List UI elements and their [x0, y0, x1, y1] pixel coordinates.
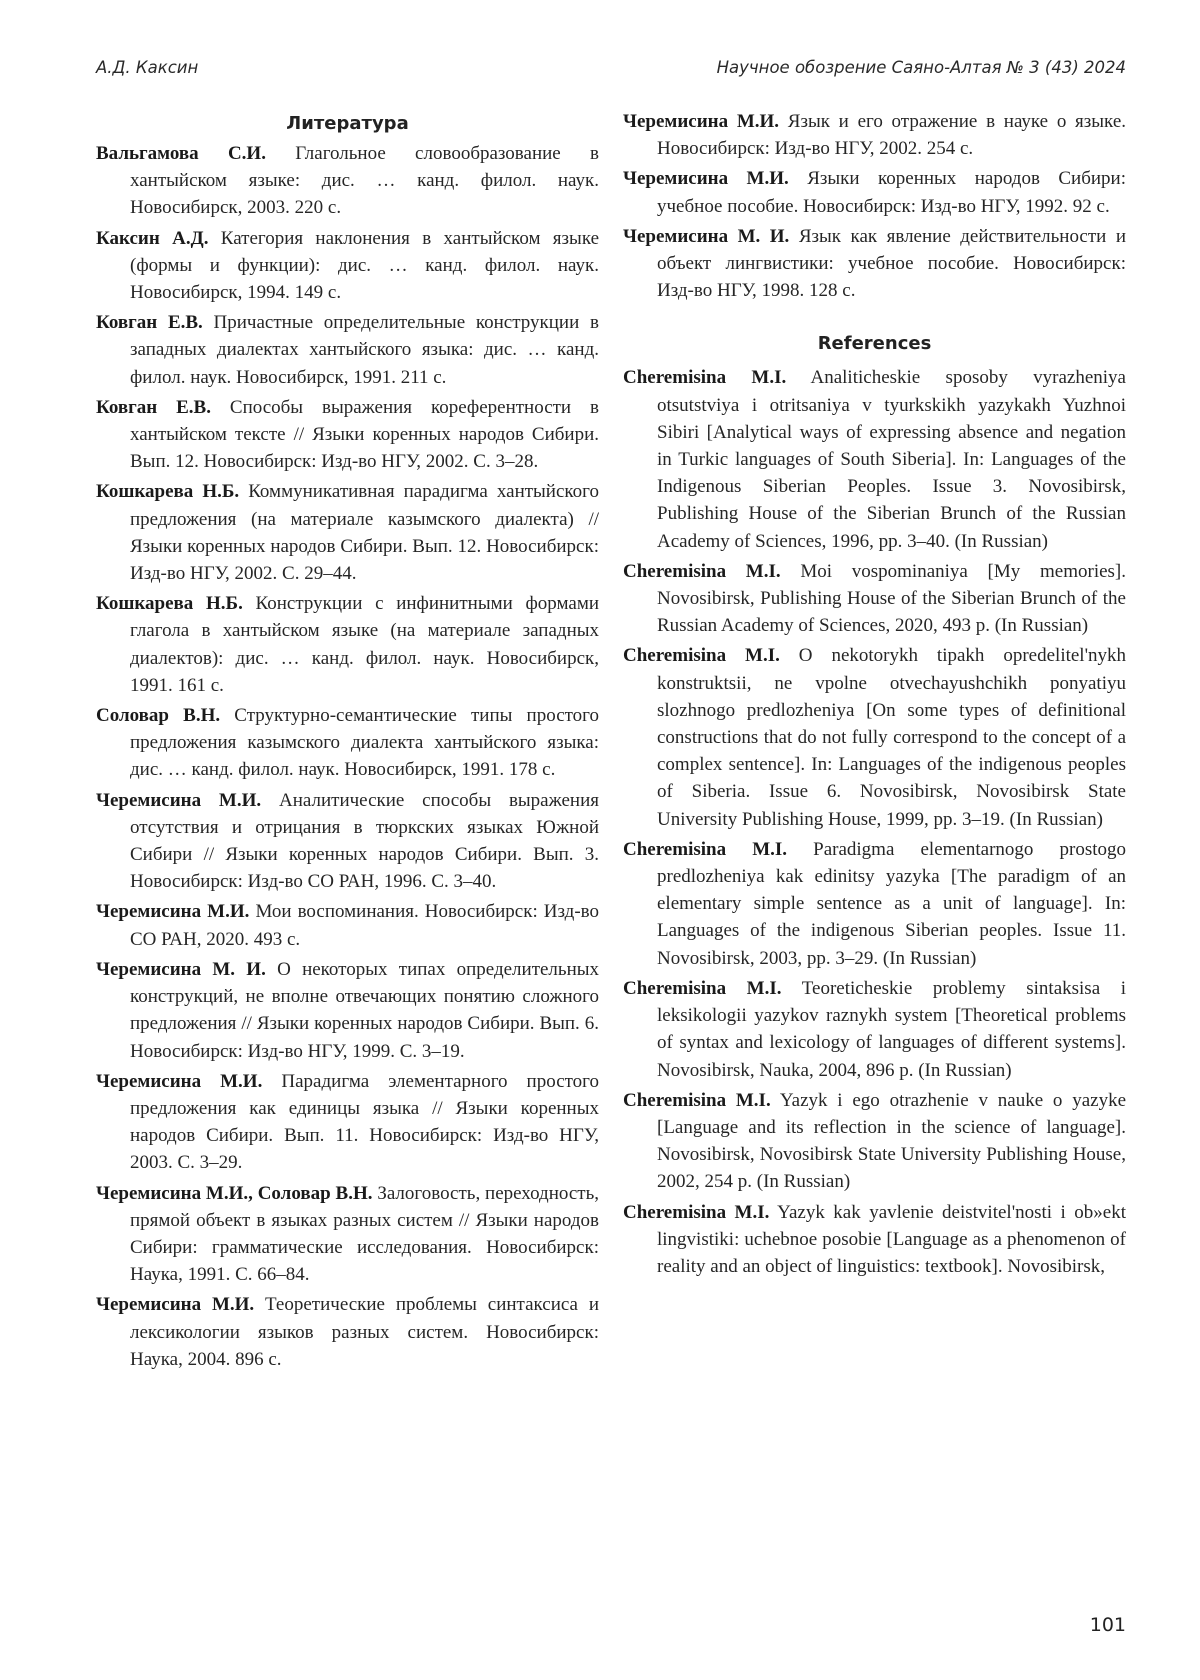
reference-text: Коммуникативная парадигма хантыйского предложения (на материале казымского диалекта) // Языки коренных народов Сибири. Вып. 12. Новосибирск: Изд-во НГУ, 2002. С. 29–44. — [130, 481, 599, 585]
reference-list-ru-continued — [623, 108, 1126, 304]
reference-author: Cheremisina M.I. — [623, 645, 780, 667]
section-heading-references: References — [817, 333, 932, 355]
header-journal: Научное обозрение Саяно-Алтая № 3 (43) 2024 — [716, 58, 1126, 77]
reference-author: Cheremisina M.I. — [623, 367, 787, 389]
reference-entry — [623, 165, 1126, 219]
reference-entry — [96, 225, 599, 307]
reference-author: Кошкарева Н.Б. — [96, 593, 243, 615]
reference-author: Cheremisina M.I. — [623, 838, 788, 860]
reference-author: Cheremisina M.I. — [623, 1089, 771, 1111]
reference-text: Способы выражения кореферентности в хантыйском тексте // Языки коренных народов Сибири. Вып. 12. Новосибирск: Изд-во НГУ, 2002. С. 3–28. — [130, 396, 599, 473]
page-number: 101 — [1089, 1614, 1126, 1636]
section-heading-literature: Литература — [286, 113, 409, 134]
running-header — [96, 58, 1126, 88]
reference-author: Вальгамова С.И. — [96, 143, 266, 164]
reference-author: Соловар В.Н. — [96, 705, 221, 727]
reference-text: Категория наклонения в хантыйском языке (формы и функции): дис. … канд. филол. наук. Новосибирск, 1994. 149 с. — [130, 227, 600, 304]
reference-text: Аналитические способы выражения отсутствия и отрицания в тюркских языках Южной Сибири // Языки коренных народов Сибири. Вып. 3. Новосибирск: Изд-во СО РАН, 1996. С. 3–40. — [130, 789, 600, 893]
reference-text: Парадигма элементарного простого предложения как единицы языка // Языки коренных народов Сибири. Вып. 11. Новосибирск: Изд-во НГУ, 2003. С. 3–29. — [130, 1070, 600, 1174]
reference-text: Yazyk i ego otrazhenie v nauke o yazyke [Language and its reflection in the science of language]. Novosibirsk, Novosibirsk State University Publishing House, 2002, 254 p. (In Russian) — [657, 1089, 1127, 1193]
reference-entry — [96, 702, 599, 784]
right-column — [623, 108, 1126, 1283]
reference-text: Язык как явление действительности и объект лингвистики: учебное пособие. Новосибирск: Изд-во НГУ, 1998. 128 с. — [657, 225, 1127, 302]
reference-text: Теоретические проблемы синтаксиса и лексикологии языков разных систем. Новосибирск: Наука, 2004. 896 с. — [130, 1294, 600, 1370]
header-author: А.Д. Каксин — [96, 58, 199, 77]
reference-entry — [623, 836, 1126, 972]
reference-text: Paradigma elementarnogo prostogo predlozheniya kak edinitsy yazyka [The paradigm of an elementary simple sentence as a unit of language]. In: Languages of the indigenous Siberian peoples. Issue 11. Novosibirsk, 2003, pp. 3–29. (In Russian) — [657, 838, 1126, 969]
reference-entry — [96, 140, 599, 222]
reference-author: Черемисина М.И. — [623, 111, 780, 132]
reference-entry — [96, 478, 599, 587]
reference-author: Cheremisina M.I. — [623, 977, 782, 999]
reference-author: Ковган Е.В. — [96, 312, 203, 334]
reference-entry — [623, 108, 1126, 162]
reference-author: Черемисина М.И. — [96, 789, 262, 811]
reference-author: Черемисина М.И., Соловар В.Н. — [96, 1182, 373, 1204]
reference-author: Черемисина М.И. — [96, 1294, 255, 1316]
reference-entry — [96, 1068, 599, 1177]
reference-text: Глагольное словообразование в хантыйском языке: дис. … канд. филол. наук. Новосибирск, 2003. 220 с. — [130, 143, 599, 219]
reference-author: Черемисина М.И. — [96, 901, 250, 923]
reference-entry — [623, 1087, 1126, 1196]
reference-author: Cheremisina M.I. — [623, 560, 781, 582]
reference-text: O nekotorykh tipakh opredelitel'nykh konstruktsii, ne vpolne otvechayushchikh ponyatiyu slozhnogo predlozheniya [On some types of definitional constructions that do not fully correspond to the concept of a complex sentence]. In: Languages of the indigenous peoples of Siberia. Issue 6. Novosibirsk, Novosibirsk State University Publishing House, 1999, pp. 3–19. (In Russian) — [657, 645, 1127, 830]
reference-text: Структурно-семантические типы простого предложения казымского диалекта хантыйского языка: дис. … канд. филол. наук. Новосибирск, 1991. 178 с. — [130, 705, 599, 781]
reference-entry — [96, 787, 599, 896]
reference-entry — [96, 898, 599, 952]
reference-entry — [96, 956, 599, 1065]
reference-text: Языки коренных народов Сибири: учебное пособие. Новосибирск: Изд-во НГУ, 1992. 92 с. — [657, 168, 1126, 217]
reference-list-ru — [96, 140, 599, 1373]
reference-entry — [96, 394, 599, 476]
reference-text: Язык и его отражение в науке о языке. Новосибирск: Изд-во НГУ, 2002. 254 с. — [657, 111, 1127, 160]
left-column — [96, 108, 599, 1376]
reference-author: Черемисина М. И. — [623, 225, 790, 247]
reference-author: Cheremisina M.I. — [623, 1201, 770, 1223]
reference-entry — [623, 558, 1126, 640]
reference-text: Teoreticheskie problemy sintaksisa i leksikologii yazykov raznykh system [Theoretical problems of syntax and lexicology of languages of different systems]. Novosibirsk, Nauka, 2004, 896 p. (In Russian) — [657, 977, 1127, 1081]
reference-text: Залоговость, переходность, прямой объект в языках разных систем // Языки народов Сибири: грамматические исследования. Новосибирск: Наука, 1991. С. 66–84. — [130, 1182, 599, 1286]
reference-entry — [96, 1180, 599, 1289]
reference-author: Черемисина М.И. — [96, 1070, 263, 1092]
reference-entry — [623, 1199, 1126, 1281]
reference-entry — [623, 223, 1126, 305]
reference-text: Yazyk kak yavlenie deistvitel'nosti i ob»ekt lingvistiki: uchebnoe posobie [Language as a phenomenon of reality and an object of linguistics: textbook]. Novosibirsk, — [657, 1201, 1126, 1277]
reference-text: Конструкции с инфинитными формами глагола в хантыйском языке (на материале западных диалектов): дис. … канд. филол. наук. Новосибирск, 1991. 161 с. — [130, 593, 600, 696]
reference-author: Каксин А.Д. — [96, 227, 209, 249]
reference-entry — [623, 975, 1126, 1084]
reference-entry — [96, 309, 599, 391]
reference-author: Черемисина М. И. — [96, 958, 266, 980]
reference-text: Analiticheskie sposoby vyrazheniya otsutstviya i otritsaniya v tyurkskikh yazykakh Yuzhnoi Sibiri [Analytical ways of expressing absence and negation in Turkic languages of South Siberia]. In: Languages of the Indigenous Siberian Peoples. Issue 3. Novosibirsk, Publishing House of the Siberian Brunch of the Russian Academy of Sciences, 1996, pp. 3–40. (In Russian) — [657, 367, 1126, 552]
reference-text: Moi vospominaniya [My memories]. Novosibirsk, Publishing House of the Siberian Brunch of the Russian Academy of Sciences, 2020, 493 p. (In Russian) — [657, 560, 1126, 637]
reference-entry — [96, 1291, 599, 1373]
reference-text: О некоторых типах определительных конструкций, не вполне отвечающих понятию сложного предложения // Языки коренных народов Сибири. Вып. 6. Новосибирск: Изд-во НГУ, 1999. С. 3–19. — [130, 958, 600, 1062]
reference-author: Черемисина М.И. — [623, 168, 789, 190]
reference-entry — [623, 642, 1126, 832]
reference-author: Ковган Е.В. — [96, 396, 211, 418]
reference-text: Мои воспоминания. Новосибирск: Изд-во СО РАН, 2020. 493 с. — [130, 901, 599, 950]
reference-entry — [96, 590, 599, 699]
reference-author: Кошкарева Н.Б. — [96, 481, 240, 503]
reference-list-en — [623, 364, 1126, 1280]
reference-text: Причастные определительные конструкции в западных диалектах хантыйского языка: дис. … канд. филол. наук. Новосибирск, 1991. 211 с. — [130, 312, 599, 388]
reference-entry — [623, 364, 1126, 554]
